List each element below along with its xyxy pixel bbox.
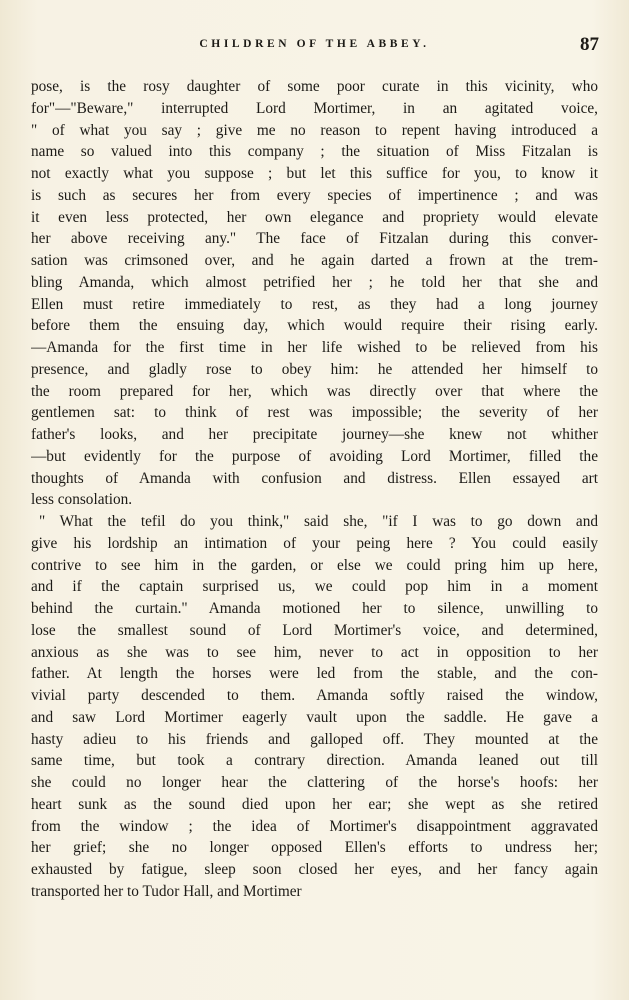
text-line: bling Amanda, which almost petrified her ; he told her that she and [31,273,598,291]
paragraph-start-line: " What the tefil do you think," said she, "if I was to go down and [39,513,598,530]
text-line: her above receiving any." The face of Fitzalan during this conver- [31,230,598,248]
text-line: give his lordship an intimation of your peing here ? You could easily [31,534,598,552]
text-line: Ellen must retire immediately to rest, as they had a long journey [31,295,598,313]
text-line: same time, but took a contrary direction. Amanda leaned out till [31,752,598,770]
text-line: her grief; she no longer opposed Ellen's efforts to undress her; [31,839,598,857]
text-line: and if the captain surprised us, we could pop him in a moment [31,578,598,596]
text-line: contrive to see him in the garden, or else we could pring him up here, [31,556,598,574]
text-line: before them the ensuing day, which would require their rising early. [31,317,598,335]
text-line: is such as secures her from every species of impertinence ; and was [31,186,598,204]
text-line: hasty adieu to his friends and galloped off. They mounted at the [31,730,598,748]
text-line: lose the smallest sound of Lord Mortimer's voice, and determined, [31,621,598,639]
text-line: vivial party descended to them. Amanda softly raised the window, [31,687,598,704]
text-line: and saw Lord Mortimer eagerly vault upon the saddle. He gave a [31,708,598,726]
running-head [30,34,599,56]
running-title: CHILDREN OF THE ABBEY. [199,38,430,50]
text-line: sation was crimsoned over, and he again darted a frown at the trem- [31,252,598,269]
text-line: from the window ; the idea of Mortimer's disappointment aggravated [31,817,598,835]
text-line: transported her to Tudor Hall, and Mortimer [31,882,302,900]
text-line: " of what you say ; give me no reason to repent having introduced a [31,121,598,139]
text-line: behind the curtain." Amanda motioned her to silence, unwilling to [31,600,598,617]
text-line: the room prepared for her, which was directly over that where the [31,382,598,400]
paragraph-end-line: less consolation. [31,491,133,509]
text-line: gentlemen sat: to think of rest was impossible; the severity of her [31,404,598,422]
text-line: heart sunk as the sound died upon her ear; she wept as she retired [31,795,598,813]
text-line: father's looks, and her precipitate journey—she knew not whither [31,426,598,443]
text-line: pose, is the rosy daughter of some poor curate in this vicinity, who [31,78,598,95]
text-line: thoughts of Amanda with confusion and distress. Ellen essayed art [31,469,598,487]
text-line: name so valued into this company ; the situation of Miss Fitzalan is [31,143,598,161]
text-line: it even less protected, her own elegance and propriety would elevate [31,208,598,226]
text-line: —Amanda for the first time in her life wished to be relieved from his [31,339,598,356]
page-number: 87 [580,34,599,55]
body-text [31,76,598,903]
text-line: for"—"Beware," interrupted Lord Mortimer, in an agitated voice, [31,99,598,117]
text-line: not exactly what you suppose ; but let this suffice for you, to know it [31,165,598,182]
text-line: anxious as she was to see him, never to act in opposition to her [31,643,598,661]
text-line: presence, and gladly rose to obey him: he attended her himself to [31,360,598,378]
text-line: exhausted by fatigue, sleep soon closed her eyes, and her fancy again [31,861,598,878]
text-line: she could no longer hear the clattering of the horse's hoofs: her [31,774,598,791]
text-line: father. At length the horses were led from the stable, and the con- [31,665,598,683]
text-line: —but evidently for the purpose of avoiding Lord Mortimer, filled the [31,447,598,465]
